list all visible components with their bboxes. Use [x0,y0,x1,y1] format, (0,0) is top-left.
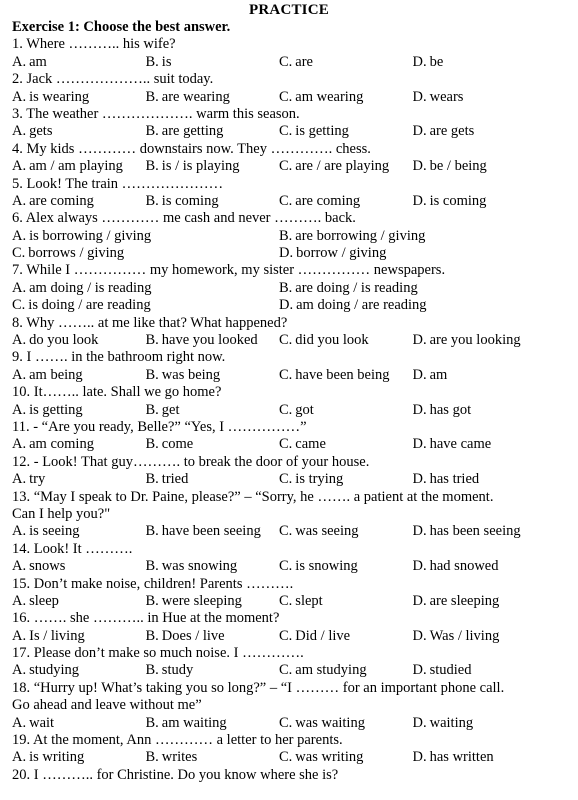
option-letter: C. [279,88,293,105]
answer-option[interactable] [413,436,567,453]
answer-option[interactable] [279,471,413,488]
option-text: was writing [295,749,364,766]
option-text: has got [429,401,472,418]
answer-option[interactable] [146,54,280,71]
option-letter: D. [412,558,427,575]
answer-option[interactable] [413,158,567,175]
option-letter: D. [412,714,427,731]
option-letter: B. [145,158,159,175]
option-text: borrow / giving [296,245,387,262]
option-letter: B. [145,523,159,540]
answer-option[interactable] [279,749,413,766]
answer-option[interactable] [279,158,413,175]
answer-options [12,245,566,262]
option-text: has written [429,749,494,766]
answer-options [12,558,566,575]
answer-option[interactable] [12,123,146,140]
option-letter: B. [145,53,159,70]
answer-option[interactable] [12,523,146,540]
option-letter: D. [412,662,427,679]
option-text: are wearing [161,88,230,105]
option-letter: A. [12,366,27,383]
answer-option[interactable] [12,749,146,766]
option-text: Does / live [161,627,225,644]
answer-option[interactable] [279,662,413,679]
option-text: were sleeping [161,592,242,609]
answer-option[interactable] [413,471,567,488]
question-item [12,767,566,784]
answer-option[interactable] [146,436,280,453]
question-item [12,71,566,106]
option-letter: D. [412,523,427,540]
option-letter: D. [279,297,294,314]
option-text: are borrowing / giving [295,227,426,244]
option-letter: C. [12,245,26,262]
option-letter: A. [12,401,27,418]
option-letter: B. [145,332,159,349]
answer-options [12,715,566,732]
answer-option[interactable] [146,662,280,679]
option-letter: D. [412,436,427,453]
option-letter: D. [279,245,294,262]
option-text: am waiting [161,714,227,731]
option-text: Is / living [29,627,85,644]
answer-options [12,297,566,314]
option-text: are gets [429,123,475,140]
question-item [12,576,566,611]
option-letter: A. [12,279,27,296]
option-letter: B. [279,279,293,296]
answer-option[interactable] [146,158,280,175]
option-text: are doing / is reading [295,279,418,296]
option-letter: C. [279,192,293,209]
answer-option[interactable] [279,89,413,106]
option-letter: A. [12,227,27,244]
option-text: slept [295,592,323,609]
option-text: was being [161,366,221,383]
question-text: 9. I ……. in the bathroom right now. [12,349,226,366]
option-letter: C. [279,123,293,140]
answer-option[interactable] [413,123,567,140]
question-text: 16. ……. she ……….. in Hue at the moment? [12,610,280,627]
option-text: studying [29,662,80,679]
question-item [12,176,566,211]
option-text: is snowing [295,558,358,575]
option-letter: B. [145,662,159,679]
answer-option[interactable] [12,436,146,453]
answer-option[interactable] [146,593,280,610]
option-text: am doing / is reading [29,279,152,296]
option-letter: B. [145,366,159,383]
option-letter: D. [412,366,427,383]
question-text: 3. The weather ………………. warm this season. [12,105,300,122]
question-text: 13. “May I speak to Dr. Paine, please?” – “Sorry, he ……. a patient at the moment. [12,488,494,505]
option-letter: A. [12,192,27,209]
option-text: has been seeing [429,523,521,540]
option-letter: B. [145,88,159,105]
option-letter: D. [412,471,427,488]
option-text: studied [429,662,472,679]
option-text: am wearing [295,88,364,105]
option-letter: A. [12,88,27,105]
answer-options [12,193,566,210]
option-letter: B. [145,627,159,644]
option-text: are coming [29,192,94,209]
question-text: 10. It…….. late. Shall we go home? [12,384,222,401]
question-text: Go ahead and leave without me” [12,697,202,714]
question-text: 8. Why …….. at me like that? What happened? [12,314,288,331]
answer-options [12,332,566,349]
option-letter: A. [12,558,27,575]
question-text: 2. Jack ……………….. suit today. [12,71,214,88]
option-text: borrows / giving [28,245,125,262]
option-letter: D. [412,53,427,70]
option-text: be / being [429,158,487,175]
question-item [12,315,566,350]
answer-option[interactable] [12,280,279,297]
answer-option[interactable] [146,402,280,419]
answer-option[interactable] [146,628,280,645]
option-text: is / is playing [161,158,240,175]
option-letter: C. [279,332,293,349]
option-text: has tried [429,471,480,488]
option-text: had snowed [429,558,499,575]
question-item [12,541,566,576]
question-text: 7. While I …………… my homework, my sister …………… newspapers. [12,262,446,279]
question-text: 15. Don’t make noise, children! Parents ………. [12,575,294,592]
option-letter: C. [279,558,293,575]
answer-options [12,367,566,384]
question-text: 20. I ……….. for Christine. Do you know where she is? [12,766,339,783]
question-text: Can I help you?" [12,505,111,522]
option-letter: A. [12,123,27,140]
option-letter: C. [12,297,26,314]
answer-option[interactable] [279,193,413,210]
option-text: do you look [29,332,99,349]
question-text: 6. Alex always ………… me cash and never ………. back. [12,210,356,227]
answer-option[interactable] [413,628,567,645]
option-text: is writing [29,749,85,766]
option-letter: A. [12,749,27,766]
answer-option[interactable] [413,662,567,679]
option-text: was snowing [161,558,238,575]
option-text: Was / living [429,627,500,644]
answer-options [12,158,566,175]
option-text: tried [161,471,189,488]
answer-option[interactable] [413,593,567,610]
answer-option[interactable] [12,193,146,210]
question-text: 14. Look! It ………. [12,540,133,557]
answer-options [12,54,566,71]
option-letter: A. [12,158,27,175]
option-letter: A. [12,523,27,540]
answer-option[interactable] [279,228,566,245]
question-text: 5. Look! The train ………………… [12,175,224,192]
answer-option[interactable] [279,558,413,575]
answer-option[interactable] [279,280,566,297]
option-text: is wearing [29,88,90,105]
option-text: are sleeping [429,592,500,609]
question-text: 19. At the moment, Ann ………… a letter to her parents. [12,732,343,749]
option-letter: D. [412,332,427,349]
option-text: get [161,401,180,418]
question-item [12,210,566,262]
option-letter: C. [279,436,293,453]
answer-option[interactable] [146,558,280,575]
answer-options [12,593,566,610]
option-letter: C. [279,714,293,731]
option-text: is doing / are reading [28,297,151,314]
option-text: is [161,53,172,70]
answer-option[interactable] [413,558,567,575]
option-letter: A. [12,471,27,488]
option-letter: C. [279,471,293,488]
answer-option[interactable] [279,436,413,453]
option-text: was seeing [295,523,359,540]
answer-option[interactable] [279,54,413,71]
option-letter: C. [279,592,293,609]
option-text: are [295,53,313,70]
option-letter: C. [279,662,293,679]
question-item [12,732,566,767]
question-item [12,106,566,141]
option-text: am [429,366,448,383]
option-text: am doing / are reading [296,297,427,314]
option-letter: A. [12,592,27,609]
option-text: is getting [29,401,83,418]
question-item [12,680,566,732]
option-text: are / are playing [295,158,390,175]
option-text: are coming [295,192,361,209]
option-letter: A. [12,53,27,70]
question-text: 18. “Hurry up! What’s taking you so long?” – “I ……… for an important phone call. [12,679,505,696]
option-letter: B. [145,471,159,488]
answer-option[interactable] [413,402,567,419]
option-text: study [161,662,194,679]
answer-option[interactable] [12,332,146,349]
answer-option[interactable] [279,332,413,349]
question-item [12,262,566,314]
option-letter: A. [12,714,27,731]
question-item [12,141,566,176]
option-letter: C. [279,158,293,175]
option-text: sleep [29,592,59,609]
option-letter: D. [412,627,427,644]
answer-option[interactable] [146,89,280,106]
answer-option[interactable] [413,193,567,210]
option-letter: B. [145,401,159,418]
option-letter: D. [412,88,427,105]
option-letter: C. [279,749,293,766]
option-letter: C. [279,401,293,418]
option-text: wait [29,714,55,731]
answer-option[interactable] [12,158,146,175]
option-letter: D. [412,123,427,140]
answer-option[interactable] [413,715,567,732]
answer-option[interactable] [12,367,146,384]
option-letter: D. [412,158,427,175]
answer-options [12,402,566,419]
option-letter: B. [145,558,159,575]
answer-option[interactable] [146,523,280,540]
option-text: am coming [29,436,94,453]
option-text: gets [29,123,53,140]
answer-options [12,123,566,140]
option-letter: B. [145,714,159,731]
option-letter: C. [279,366,293,383]
answer-option[interactable] [413,332,567,349]
answer-options [12,280,566,297]
option-text: is getting [295,123,349,140]
option-text: is borrowing / giving [29,227,152,244]
option-letter: C. [279,627,293,644]
option-text: am being [29,366,83,383]
answer-option[interactable] [413,367,567,384]
answer-option[interactable] [413,523,567,540]
option-letter: C. [279,53,293,70]
option-letter: D. [412,192,427,209]
option-letter: A. [12,436,27,453]
answer-option[interactable] [146,471,280,488]
answer-option[interactable] [279,402,413,419]
answer-option[interactable] [146,367,280,384]
option-text: come [161,436,194,453]
answer-option[interactable] [279,245,566,262]
answer-option[interactable] [146,332,280,349]
option-text: got [295,401,314,418]
question-item [12,349,566,384]
answer-option[interactable] [12,297,279,314]
option-text: am [29,53,47,70]
question-text: 1. Where ……….. his wife? [12,36,176,53]
option-text: have been being [295,366,390,383]
answer-option[interactable] [413,89,567,106]
answer-option[interactable] [279,628,413,645]
option-letter: B. [145,592,159,609]
option-letter: C. [279,523,293,540]
option-text: is coming [429,192,487,209]
option-text: are you looking [429,332,521,349]
answer-option[interactable] [279,297,566,314]
option-text: am studying [295,662,367,679]
option-letter: D. [412,749,427,766]
question-item [12,419,566,454]
option-text: is coming [161,192,219,209]
option-text: try [29,471,46,488]
answer-option[interactable] [12,593,146,610]
question-list [12,36,566,784]
answer-option[interactable] [12,628,146,645]
exercise-heading: Exercise 1: Choose the best answer. [12,19,231,35]
answer-options [12,228,566,245]
answer-option[interactable] [12,471,146,488]
option-text: have came [429,436,492,453]
option-text: is seeing [29,523,80,540]
option-text: came [295,436,326,453]
option-letter: B. [145,123,159,140]
question-item [12,454,566,489]
option-letter: D. [412,401,427,418]
question-item [12,489,566,541]
option-text: am / am playing [29,158,123,175]
option-text: did you look [295,332,369,349]
option-text: waiting [429,714,474,731]
answer-options [12,436,566,453]
answer-option[interactable] [12,402,146,419]
question-item [12,610,566,645]
answer-options [12,471,566,488]
option-letter: A. [12,627,27,644]
answer-option[interactable] [279,123,413,140]
option-text: have you looked [161,332,258,349]
answer-option[interactable] [146,193,280,210]
option-letter: A. [12,662,27,679]
answer-options [12,523,566,540]
answer-option[interactable] [12,245,279,262]
question-text: 4. My kids ………… downstairs now. They …………. chess. [12,140,371,157]
question-text: 12. - Look! That guy………. to break the door of your house. [12,453,370,470]
option-text: wears [429,88,464,105]
answer-option[interactable] [279,593,413,610]
answer-options [12,749,566,766]
question-item [12,36,566,71]
answer-option[interactable] [279,367,413,384]
answer-option[interactable] [12,89,146,106]
answer-option[interactable] [146,749,280,766]
answer-option[interactable] [12,54,146,71]
option-text: have been seeing [161,523,261,540]
option-text: is trying [295,471,344,488]
question-item [12,645,566,680]
page-title: PRACTICE [249,2,329,18]
option-letter: B. [145,749,159,766]
answer-options [12,89,566,106]
answer-option[interactable] [279,715,413,732]
answer-options [12,662,566,679]
option-text: was waiting [295,714,365,731]
option-letter: D. [412,592,427,609]
answer-option[interactable] [413,54,567,71]
answer-option[interactable] [146,715,280,732]
answer-option[interactable] [12,662,146,679]
option-letter: B. [145,192,159,209]
option-letter: B. [145,436,159,453]
answer-options [12,628,566,645]
question-text: 11. - “Are you ready, Belle?” “Yes, I ……………” [12,418,307,435]
answer-option[interactable] [12,558,146,575]
question-item [12,384,566,419]
option-letter: A. [12,332,27,349]
option-text: Did / live [295,627,351,644]
answer-option[interactable] [12,228,279,245]
option-text: be [429,53,444,70]
answer-option[interactable] [279,523,413,540]
question-text: 17. Please don’t make so much noise. I …………. [12,645,304,662]
option-text: snows [29,558,66,575]
option-letter: B. [279,227,293,244]
answer-option[interactable] [413,749,567,766]
answer-option[interactable] [146,123,280,140]
answer-option[interactable] [12,715,146,732]
option-text: writes [161,749,198,766]
option-text: are getting [161,123,224,140]
